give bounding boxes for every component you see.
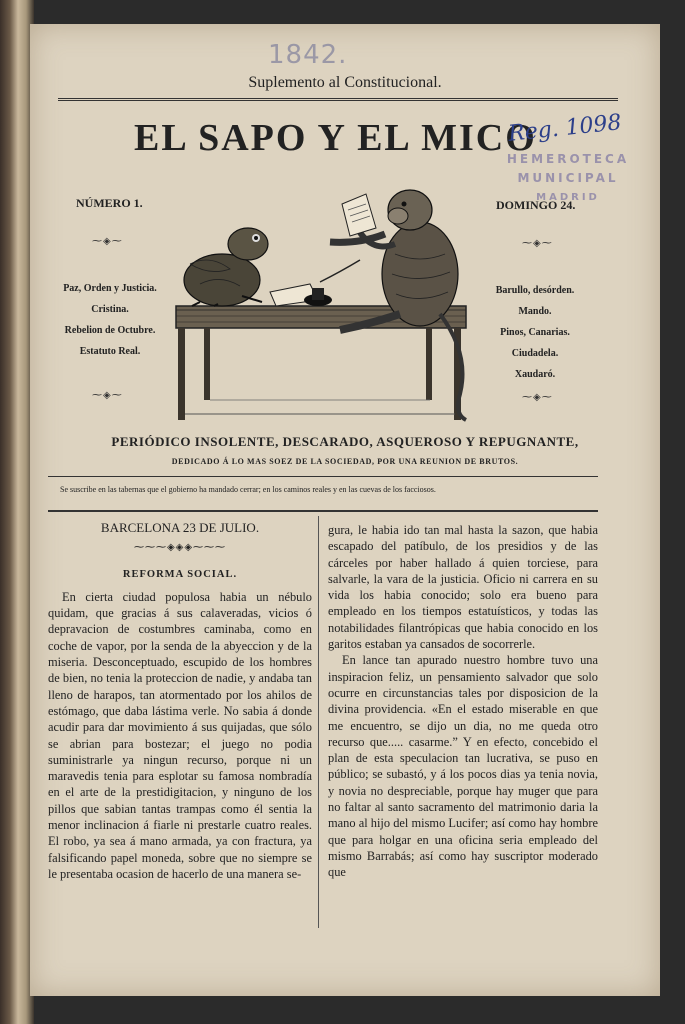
ornament-icon: ⁓⁓⁓◈◈◈⁓⁓⁓ <box>133 542 227 554</box>
stamp-line: HEMEROTECA <box>506 152 630 166</box>
left-motto-list <box>50 278 170 362</box>
right-motto-list <box>480 280 590 385</box>
supplement-line: Suplemento al Constitucional. <box>248 74 442 91</box>
ornament-icon: ⁓◈⁓ <box>92 390 123 401</box>
masthead-rule <box>58 98 618 101</box>
motto-item: Mando. <box>518 306 552 317</box>
subscription-rule-bottom <box>48 510 598 512</box>
motto-item: Barullo, desórden. <box>495 285 575 296</box>
article-column-2 <box>328 522 598 881</box>
section-heading: REFORMA SOCIAL. <box>122 568 238 580</box>
article-column-1 <box>48 520 312 882</box>
newspaper-title: EL SAPO Y EL MICO <box>134 117 537 159</box>
stamp-line: MADRID <box>536 192 600 203</box>
ornament-icon: ⁓◈⁓ <box>92 236 123 247</box>
motto-item: Pinos, Canarias. <box>500 327 570 338</box>
motto-item: Xaudaró. <box>514 369 556 380</box>
article-paragraph: En cierta ciudad populosa habia un nébulo quidam, que gracias á sus calaveradas, vicios ó depravacion de costumbres caminaba, como en coche de vapor, por la senda de la abyeccion y de la miseria. Desconceptuado, escupido de los hombres de bien, no tenia la proteccion de nadie, y andaba tan lleno de harapos, tan atormentado por los ahilos de estómago, que daba lástima verle. No sabia á donde acudir para dar movimiento á sus quijadas, que sólo se abrian para bostezar; el juego no podia suministrarle ya ningun recurso, porque ni un maravedis tenia para esplotar su famosa nombradía en el arte de la prestidigitacion, y ninguno de los pillos que sabian tantas trampas como él sentia la menor inclinacion á fiarle ni prestarle cuatro reales. El robo, ya sea á mano armada, ya con fractura, ya falsificando papel moneda, sobre que no siempre se le presentaba ocasion de hacerlo de una manera se- <box>48 589 312 881</box>
motto-item: Estatuto Real. <box>79 346 141 357</box>
pencil-annotation: 1842. <box>268 40 348 70</box>
motto-item: Cristina. <box>91 304 129 315</box>
column-divider <box>318 516 319 928</box>
stamp-line: MUNICIPAL <box>517 171 619 185</box>
book-binding <box>0 0 34 1024</box>
issue-number: NÚMERO 1. <box>76 196 143 210</box>
motto-item: Ciudadela. <box>511 348 559 359</box>
issue-day: DOMINGO 24. <box>496 198 576 212</box>
dedication: DEDICADO Á LO MAS SOEZ DE LA SOCIEDAD, POR UNA REUNION DE BRUTOS. <box>171 457 519 466</box>
subscription-notice: Se suscribe en las tabernas que el gobierno ha mandado cerrar; en los caminos reales y en las cuevas de los facciosos. <box>60 485 436 494</box>
article-paragraph: En lance tan apurado nuestro hombre tuvo una inspiracion feliz, un pensamiento salvador que solo ocurre en circunstancias tales por disposicion de la divina providencia. «En el estado miserable en que me encuentro, se dijo un dia, no me queda otro recurso que..... casarme.” Y en efecto, concebido el plan de esta speculacion tan lucrativa, se puso en público; se subastó, y á los pocos dias ya tenia novia, y novia no despreciable, porque hay muger que para no faltar al santo sacramento del matrimonio daria la mano al hijo del mismo Lucifer; así como hay hombre que para holgar en una oficina seria empleado del mismo Barrabás; así como hay suscriptor moderado que <box>328 653 598 880</box>
dateline: BARCELONA 23 DE JULIO. <box>100 520 260 535</box>
newspaper-page <box>30 24 660 996</box>
toad-and-monkey-illustration <box>170 164 480 426</box>
ornament-icon: ⁓◈⁓ <box>522 238 553 249</box>
motto-item: Paz, Orden y Justicia. <box>63 283 157 294</box>
subscription-rule-top <box>48 476 598 477</box>
handwritten-registration: Reg. 1098 <box>507 110 623 147</box>
tagline: PERIÓDICO INSOLENTE, DESCARADO, ASQUEROSO Y REPUGNANTE, <box>111 434 579 449</box>
ornament-icon: ⁓◈⁓ <box>522 392 553 403</box>
article-paragraph: gura, le habia ido tan mal hasta la sazon, que habia escapado del patíbulo, de los presidios y de las cárceles por haber hallado á quien torciese, para salvarle, la vara de la justicia. Oficio ni carrera en su vida los habia conocido; solo era bueno para empleado en los tiempos estatuísticos, y todas las notabilidades filantrópicas que habia conocido en los garitos estaban ya cansados de socorrerle. <box>328 523 598 652</box>
motto-item: Rebelion de Octubre. <box>64 325 156 336</box>
